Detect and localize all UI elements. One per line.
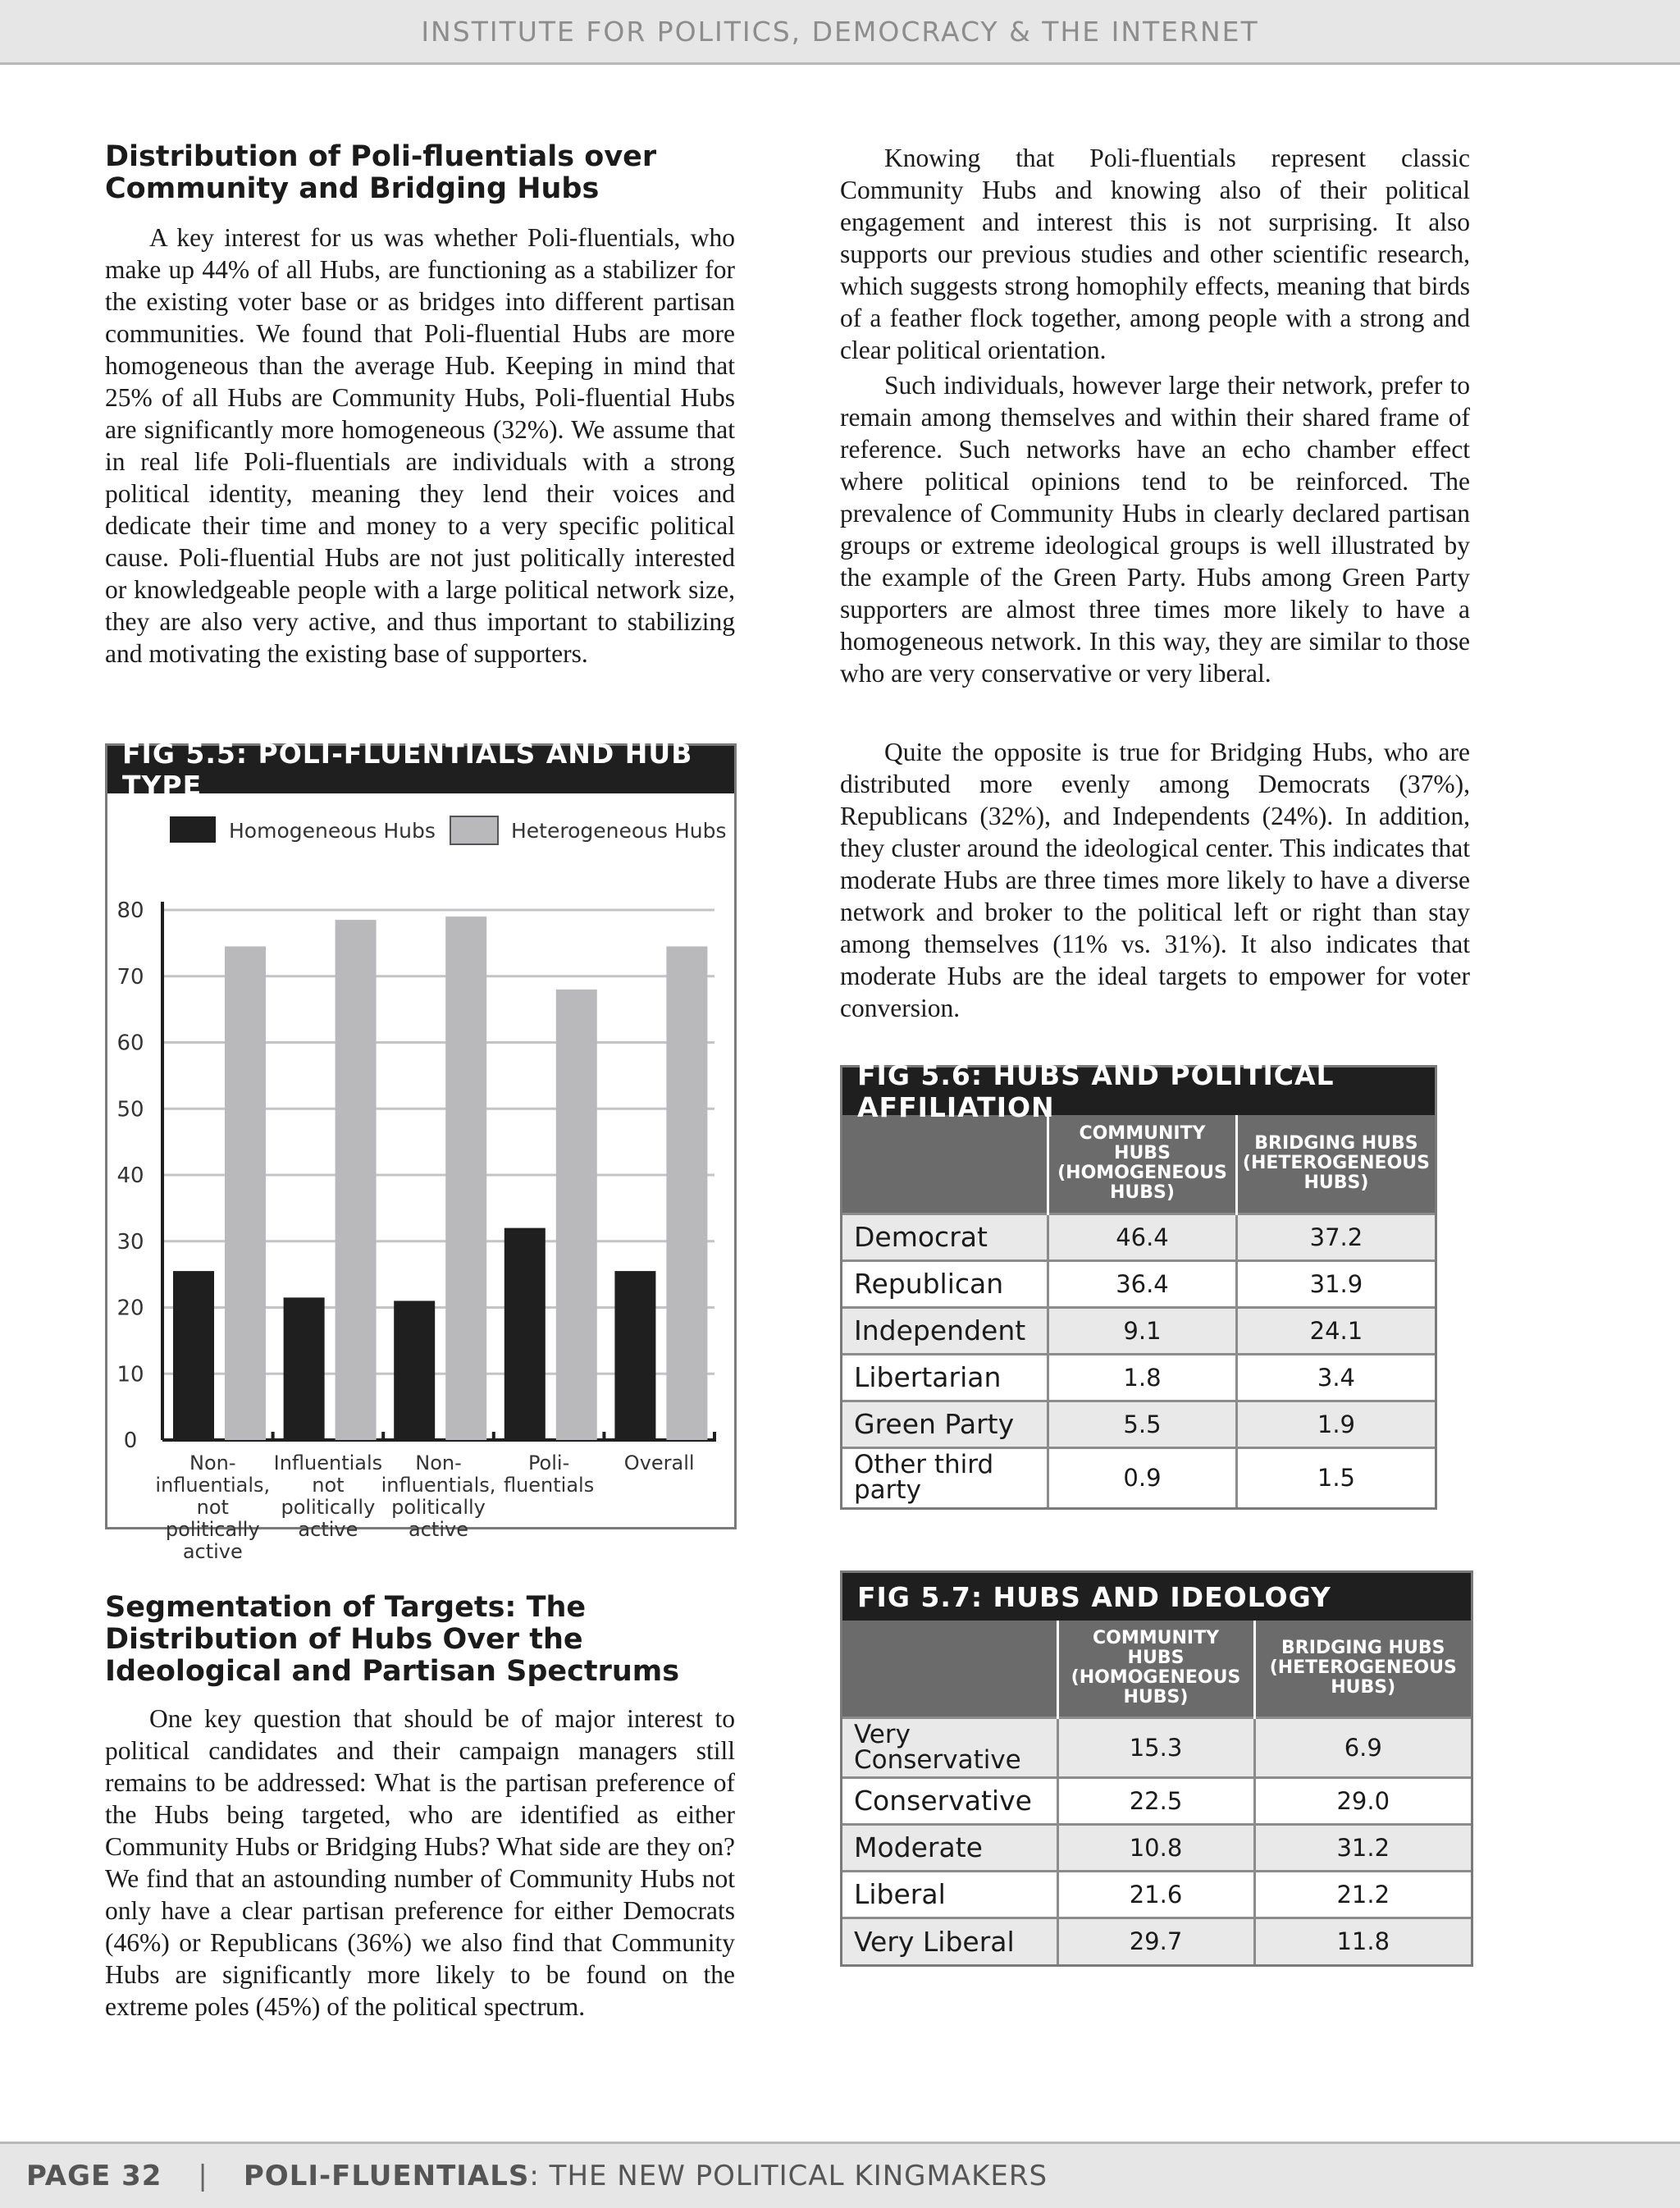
y-tick-label: 50 <box>116 1097 144 1122</box>
figure-5-6-title-text: FIG 5.6: HUBS AND POLITICAL AFFILIATION <box>857 1059 1335 1123</box>
x-category-label: fluentials <box>503 1474 595 1497</box>
x-category-label: influentials, <box>381 1474 496 1497</box>
community-value: 9.1 <box>1048 1307 1237 1354</box>
table-row <box>842 1824 1471 1871</box>
row-label: Republican <box>842 1260 1048 1307</box>
x-category-label: politically <box>165 1518 260 1541</box>
bar-heterogeneous <box>666 946 707 1440</box>
community-value: 1.8 <box>1048 1354 1237 1401</box>
figure-5-7 <box>840 1570 1473 1967</box>
figure-5-5 <box>105 738 737 1563</box>
row-label: Libertarian <box>842 1354 1048 1401</box>
community-value: 21.6 <box>1057 1871 1254 1918</box>
section-heading-distribution: Distribution of Poli-fluentials over Community and Bridging Hubs <box>105 140 657 205</box>
row-label: Liberal <box>842 1871 1057 1918</box>
bar-heterogeneous <box>445 917 486 1440</box>
table-row <box>842 1307 1435 1354</box>
footer-title-rest: : THE NEW POLITICAL KINGMAKERS <box>529 2160 1048 2192</box>
footer-separator: | <box>198 2160 208 2192</box>
figure-5-6 <box>840 1059 1437 1510</box>
page-header <box>0 0 1680 65</box>
x-category-label: Non- <box>189 1451 236 1474</box>
table-row <box>842 1214 1435 1260</box>
x-category-label: Overall <box>623 1451 695 1474</box>
row-label: Very Liberal <box>842 1918 1057 1964</box>
table-row <box>842 1717 1471 1777</box>
community-value: 36.4 <box>1048 1260 1237 1307</box>
y-tick-label: 60 <box>116 1031 144 1056</box>
legend-swatch-homogeneous <box>170 816 216 843</box>
section-heading-segmentation: Segmentation of Targets: The Distribution of Hubs Over the Ideological and Partisan Spectrums <box>105 1591 680 1688</box>
affiliation-table <box>842 1115 1435 1507</box>
table-row <box>842 1447 1435 1507</box>
bridging-value: 21.2 <box>1254 1871 1471 1918</box>
community-value: 15.3 <box>1057 1717 1254 1777</box>
bar-homogeneous <box>394 1301 435 1440</box>
bar-heterogeneous <box>556 990 597 1440</box>
column-header-community: COMMUNITY HUBS (HOMOGENEOUS HUBS) <box>1057 1621 1254 1717</box>
row-label: Other third party <box>842 1447 1048 1507</box>
bar-heterogeneous <box>336 920 377 1440</box>
table-row <box>842 1918 1471 1964</box>
y-tick-label: 40 <box>116 1163 144 1188</box>
table-row <box>842 1777 1471 1824</box>
x-category-label: not <box>312 1474 345 1497</box>
row-label: Democrat <box>842 1214 1048 1260</box>
column-header-community: COMMUNITY HUBS (HOMOGENEOUS HUBS) <box>1048 1115 1237 1214</box>
y-tick-label: 70 <box>116 964 144 990</box>
bridging-value: 6.9 <box>1254 1717 1471 1777</box>
x-category-label: Poli- <box>527 1451 570 1474</box>
bar-chart <box>107 793 734 1563</box>
community-value: 22.5 <box>1057 1777 1254 1824</box>
bar-homogeneous <box>284 1297 325 1440</box>
row-label: Moderate <box>842 1824 1057 1871</box>
bridging-value: 31.9 <box>1236 1260 1435 1307</box>
table-corner <box>842 1115 1048 1214</box>
page-footer <box>0 2142 1680 2208</box>
y-tick-label: 0 <box>123 1429 138 1453</box>
y-tick-label: 10 <box>116 1362 144 1387</box>
figure-5-5-title <box>107 738 734 802</box>
figure-5-6-title <box>842 1059 1435 1123</box>
x-category-label: politically <box>391 1496 486 1519</box>
bridging-value: 29.0 <box>1254 1777 1471 1824</box>
table-row <box>842 1871 1471 1918</box>
row-label: Green Party <box>842 1401 1048 1447</box>
legend-label-heterogeneous: Heterogeneous Hubs <box>511 819 727 843</box>
footer-title-bold: POLI-FLUENTIALS <box>243 2160 530 2192</box>
bar-homogeneous <box>173 1271 214 1440</box>
x-category-label: Non- <box>415 1451 462 1474</box>
paragraph-bridging-hubs: Quite the opposite is true for Bridging Hubs, who are distributed more evenly among Democrats (37%), Republicans (32%), and Independents (24%). In addition, they cluster around the ideological center. This indicates that moderate Hubs are three times more likely to have a diverse network and broker to the political left or right than stay among themselves (11% vs. 31%). It also indicates that moderate Hubs are the ideal targets to empower for voter conversion. <box>840 738 1470 1022</box>
community-value: 29.7 <box>1057 1918 1254 1964</box>
y-tick-label: 20 <box>116 1296 144 1321</box>
y-tick-label: 80 <box>116 898 144 923</box>
community-value: 0.9 <box>1048 1447 1237 1507</box>
x-category-label: active <box>298 1518 358 1541</box>
column-header-bridging: BRIDGING HUBS (HETEROGENEOUS HUBS) <box>1236 1115 1435 1214</box>
bridging-value: 24.1 <box>1236 1307 1435 1354</box>
x-category-label: not <box>196 1496 229 1519</box>
x-category-label: politically <box>281 1496 376 1519</box>
bridging-value: 11.8 <box>1254 1918 1471 1964</box>
x-category-label: Influentials <box>273 1451 383 1474</box>
figure-5-7-title <box>842 1573 1471 1621</box>
x-category-label: influentials, <box>155 1474 271 1497</box>
column-header-bridging: BRIDGING HUBS (HETEROGENEOUS HUBS) <box>1254 1621 1471 1717</box>
bridging-value: 37.2 <box>1236 1214 1435 1260</box>
legend-label-homogeneous: Homogeneous Hubs <box>229 819 436 843</box>
table-corner <box>842 1621 1057 1717</box>
bridging-value: 1.9 <box>1236 1401 1435 1447</box>
bar-homogeneous <box>614 1271 655 1440</box>
x-category-label: active <box>409 1518 468 1541</box>
table-row <box>842 1260 1435 1307</box>
bridging-value: 1.5 <box>1236 1447 1435 1507</box>
paragraph-echo-chamber: Such individuals, however large their network, prefer to remain among themselves and within their shared frame of reference. Such networks have an echo chamber effect where political opinions tend to be reinforced. The prevalence of Community Hubs in clearly declared partisan groups or extreme ideological groups is well illustrated by the example of the Green Party. Hubs among Green Party supporters are almost three times more likely to have a homogeneous network. In this way, they are similar to those who are very conservative or very liberal. <box>840 371 1470 688</box>
row-label: Very Conservative <box>842 1717 1057 1777</box>
table-row <box>842 1354 1435 1401</box>
figure-5-7-title-text: FIG 5.7: HUBS AND IDEOLOGY <box>857 1580 1331 1613</box>
bar-homogeneous <box>504 1228 546 1440</box>
table-row <box>842 1401 1435 1447</box>
bridging-value: 31.2 <box>1254 1824 1471 1871</box>
y-tick-label: 30 <box>116 1229 144 1255</box>
page-number: PAGE 32 <box>26 2160 162 2192</box>
row-label: Conservative <box>842 1777 1057 1824</box>
community-value: 5.5 <box>1048 1401 1237 1447</box>
paragraph-segmentation: One key question that should be of major interest to political candidates and their campaign managers still remains to be addressed: What is the partisan preference of the Hubs being targeted, who are identified as either Community Hubs or Bridging Hubs? What side are they on? We find that an astounding number of Community Hubs not only have a clear partisan preference for either Democrats (46%) or Republicans (36%) we also find that Community Hubs are significantly more likely to be found on the extreme poles (45%) of the political spectrum. <box>105 1704 735 2021</box>
figure-5-5-title-text: FIG 5.5: POLI-FLUENTIALS AND HUB TYPE <box>122 738 693 802</box>
legend-swatch-heterogeneous <box>450 816 498 844</box>
header-title: INSTITUTE FOR POLITICS, DEMOCRACY & THE INTERNET <box>421 15 1259 48</box>
community-value: 46.4 <box>1048 1214 1237 1260</box>
community-value: 10.8 <box>1057 1824 1254 1871</box>
ideology-table <box>842 1621 1471 1964</box>
bridging-value: 3.4 <box>1236 1354 1435 1401</box>
x-category-label: active <box>182 1540 243 1563</box>
bar-heterogeneous <box>225 946 266 1440</box>
row-label: Independent <box>842 1307 1048 1354</box>
paragraph-homophily: Knowing that Poli-fluentials represent classic Community Hubs and knowing also of their political engagement and interest this is not surprising. It also supports our previous studies and other scientific research, which suggests strong homophily effects, meaning that birds of a feather flock together, among people with a strong and clear political orientation. <box>840 144 1470 364</box>
paragraph-distribution: A key interest for us was whether Poli-fluentials, who make up 44% of all Hubs, are functioning as a stabilizer for the existing voter base or as bridges into different partisan communities. We found that Poli-fluential Hubs are more homogeneous than the average Hub. Keeping in mind that 25% of all Hubs are Community Hubs, Poli-fluential Hubs are significantly more homogeneous (32%). We assume that in real life Poli-fluentials are individuals with a strong political identity, meaning they lend their voices and dedicate their time and money to a very specific political cause. Poli-fluential Hubs are not just politically interested or knowledgeable people with a large political network size, they are also very active, and thus important to stabilizing and motivating the existing base of supporters. <box>105 223 735 668</box>
